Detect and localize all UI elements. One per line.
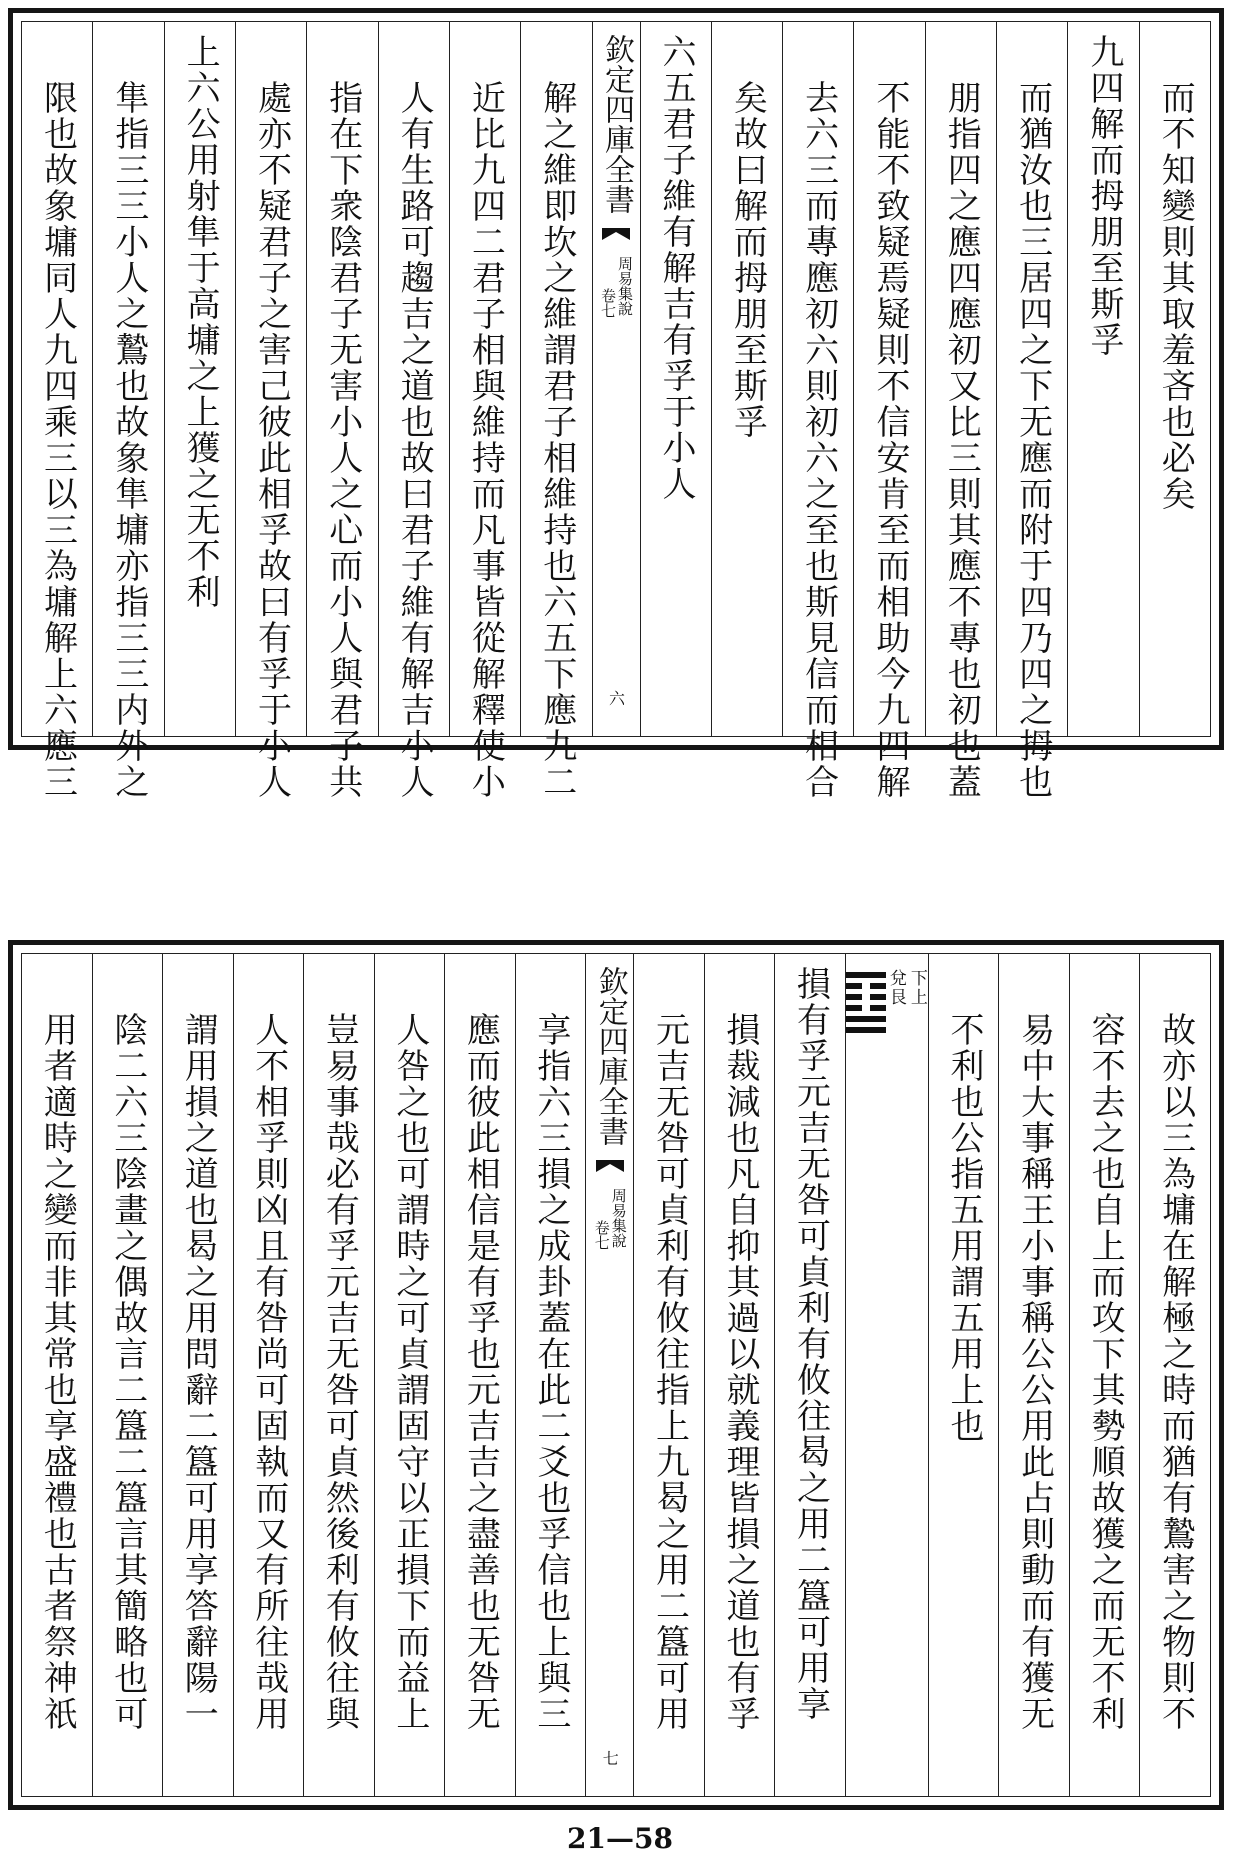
bottom-page-frame (21, 953, 1211, 1797)
text-column: 損有孚元吉无咎可貞利有攸往曷之用二簋可用享 (774, 954, 845, 1796)
hexagram-symbol-icon (846, 970, 886, 1033)
page-number: 七 (600, 1750, 620, 1766)
text-column: 損裁減也凡自抑其過以就義理皆損之道也有孚 (704, 954, 775, 1796)
trigram-labels (890, 970, 907, 1007)
fishtail-mark-icon (596, 1160, 624, 1180)
text-column: 九四解而拇朋至斯孚 (1067, 22, 1138, 736)
text-column: 矣故曰解而拇朋至斯孚 (711, 22, 782, 736)
text-column: 六五君子維有解吉有孚于小人 (640, 22, 711, 736)
text-column: 近比九四二君子相與維持而凡事皆從解釋使小 (449, 22, 520, 736)
hexagram-column (845, 954, 928, 1796)
book-subtitle (594, 1188, 626, 1250)
text-column: 而猶汝也三居四之下无應而附于四乃四之拇也 (996, 22, 1067, 736)
text-column: 解之維即坎之維謂君子相維持也六五下應九二 (520, 22, 591, 736)
center-margin (592, 22, 640, 736)
book-subtitle (600, 256, 632, 318)
upper-trigram: 艮 (889, 987, 907, 1008)
volume-label: 卷七 (592, 1220, 611, 1250)
text-column: 用者適時之變而非其常也享盛禮也古者祭神祇 (37, 1012, 78, 1732)
trigram-positions: 下 上 (910, 969, 928, 1008)
lower-trigram: 兌 (889, 969, 907, 989)
text-column: 不利也公指五用謂五用上也 (928, 954, 999, 1796)
center-margin (585, 954, 633, 1796)
fishtail-mark-icon (602, 228, 630, 248)
text-column: 元吉无咎可貞利有攸往指上九曷之用二簋可用 (633, 954, 704, 1796)
text-column: 不能不致疑焉疑則不信安肯至而相助今九四解 (853, 22, 924, 736)
text-column: 指在下衆陰君子无害小人之心而小人與君子共 (306, 22, 377, 736)
text-column: 而不知變則其取羞吝也必矣 (1139, 22, 1210, 736)
book-title: 欽定四庫全書 (599, 34, 634, 214)
text-column: 人有生路可趨吉之道也故曰君子維有解吉小人 (378, 22, 449, 736)
text-column: 處亦不疑君子之害己彼此相孚故曰有孚于小人 (235, 22, 306, 736)
text-column: 隼指三三小人之鷙也故象隼墉亦指三三内外之 (92, 22, 163, 736)
volume-label: 卷七 (599, 288, 617, 318)
book-name: 周易集說 (616, 256, 634, 316)
plate-number: 21—58 (567, 1822, 673, 1855)
text-column: 易中大事稱王小事稱公公用此占則動而有獲无 (998, 954, 1069, 1796)
hexagram-sun (846, 954, 928, 1796)
text-column: 陰二六三陰畫之偶故言二簋二簋言其簡略也可 (92, 954, 163, 1796)
text-column: 故亦以三為墉在解極之時而猶有鷙害之物則不 (1139, 954, 1210, 1796)
text-column: 人咎之也可謂時之可貞謂固守以正損下而益上 (374, 954, 445, 1796)
top-page (8, 8, 1224, 800)
text-column: 應而彼此相信是有孚也元吉吉之盡善也无咎无 (444, 954, 515, 1796)
bottom-page (8, 940, 1224, 1810)
top-page-frame (21, 21, 1211, 800)
page-number: 六 (606, 690, 626, 706)
book-name: 周易集說 (609, 1188, 628, 1248)
text-column: 享指六三損之成卦蓋在此二爻也孚信也上與三 (515, 954, 586, 1796)
text-column: 限也故象墉同人九四乘三以三為墉解上六應三 (37, 80, 78, 800)
text-column: 去六三而專應初六則初六之至也斯見信而相合 (782, 22, 853, 736)
text-column: 豈易事哉必有孚元吉无咎可貞然後利有攸往與 (303, 954, 374, 1796)
text-column: 謂用損之道也曷之用問辭二簋可用享答辭陽一 (162, 954, 233, 1796)
text-column: 朋指四之應四應初又比三則其應不專也初也蓋 (925, 22, 996, 736)
text-column: 上六公用射隼于高墉之上獲之无不利 (164, 22, 235, 736)
text-column: 人不相孚則凶且有咎尚可固執而又有所往哉用 (233, 954, 304, 1796)
text-column: 容不去之也自上而攻下其勢順故獲之而无不利 (1069, 954, 1140, 1796)
book-title: 欽定四庫全書 (592, 966, 628, 1146)
